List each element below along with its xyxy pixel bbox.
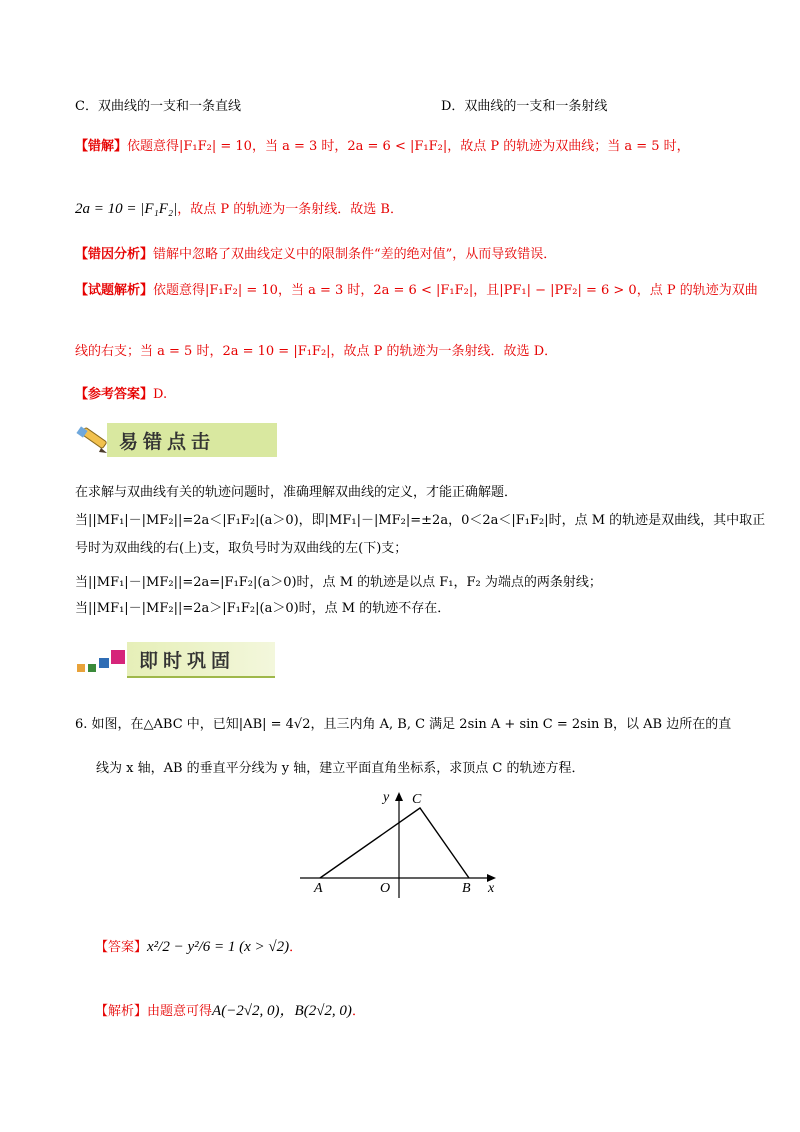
wrong-solution-line1 [75, 136, 690, 158]
label-o: O [380, 881, 391, 896]
detailed-solution-line2: 线的右支；当 a = 5 时，2a = 10 = |F₁F₂|，故点 P 的轨迹为一条射线．故选 D． [75, 344, 558, 359]
tip-line-4: 当||MF₁|－|MF₂||=2a=|F₁F₂|(a＞0)时，点 M 的轨迹是以点 F₁，F₂ 为端点的两条射线； [75, 575, 602, 590]
answer-end: ． [289, 940, 303, 955]
triangle-figure [292, 786, 512, 906]
banner-error-tips [75, 422, 277, 458]
problem-line-1: 6. 如图，在△ABC 中，已知|AB| = 4√2，且三内角 A, B, C 满足 2sin A + sin C = 2sin B，以 AB 边所在的直 [75, 717, 732, 732]
analysis-label: 【解析】 [95, 1004, 148, 1019]
wrong-solution-equation: 2a = 10 = |F₁F₂| [75, 201, 178, 217]
analysis-end: ． [351, 1004, 365, 1019]
error-analysis-text: 错解中忽略了双曲线定义中的限制条件“差的绝对值”，从而导致错误． [153, 247, 557, 262]
answer [95, 936, 302, 959]
wrong-solution-label: 【错解】 [75, 139, 128, 154]
label-x: x [488, 881, 495, 896]
label-c: C [412, 792, 422, 807]
option-d: D．双曲线的一支和一条射线 [441, 99, 608, 114]
error-analysis [75, 244, 556, 266]
colored-squares-icon [75, 642, 127, 678]
tip-line-1: 在求解与双曲线有关的轨迹问题时，准确理解双曲线的定义，才能正确解题． [75, 485, 518, 500]
detailed-solution-text-1: 依题意得|F₁F₂| = 10，当 a = 3 时，2a = 6 < |F₁F₂|，且|PF₁| − |PF₂| = 6 > 0，点 P 的轨迹为双曲 [153, 283, 758, 298]
reference-answer [75, 384, 167, 406]
banner-practice [75, 642, 275, 678]
reference-answer-value: D. [153, 387, 168, 402]
wrong-solution-text-1: 依题意得|F₁F₂| = 10，当 a = 3 时，2a = 6 < |F₁F₂|，故点 P 的轨迹为双曲线；当 a = 5 时， [127, 139, 690, 154]
banner-error-tips-title: 易错点击 [107, 423, 277, 457]
detailed-solution-line1 [75, 280, 758, 302]
analysis [95, 1000, 365, 1023]
answer-formula: x²/2 − y²/6 = 1 (x > √2) [147, 939, 290, 955]
tip-line-2: 当||MF₁|－|MF₂||=2a＜|F₁F₂|(a＞0)，即|MF₁|－|MF₂|=±2a，0＜2a＜|F₁F₂|时，点 M 的轨迹是双曲线，其中取正 [75, 513, 766, 528]
banner-practice-title: 即时巩固 [127, 642, 275, 678]
analysis-points: A(−2√2, 0)，B(2√2, 0) [212, 1003, 352, 1019]
pencil-icon [75, 420, 115, 460]
tip-line-5: 当||MF₁|－|MF₂||=2a＞|F₁F₂|(a＞0)时，点 M 的轨迹不存在． [75, 601, 451, 616]
label-b: B [462, 881, 471, 896]
option-c: C．双曲线的一支和一条直线 [75, 99, 241, 114]
detailed-solution-label: 【试题解析】 [75, 283, 154, 298]
reference-answer-label: 【参考答案】 [75, 387, 154, 402]
problem-line-2: 线为 x 轴，AB 的垂直平分线为 y 轴，建立平面直角坐标系，求顶点 C 的轨迹方程． [96, 761, 585, 776]
wrong-solution-text-2: ，故点 P 的轨迹为一条射线．故选 B． [177, 202, 403, 217]
tip-line-3: 号时为双曲线的右(上)支，取负号时为双曲线的左(下)支； [75, 541, 408, 556]
label-y: y [383, 790, 390, 805]
triangle-abc [320, 808, 469, 878]
analysis-text: 由题意可得 [147, 1004, 213, 1019]
y-axis-arrow [395, 792, 403, 801]
wrong-solution-line2 [75, 198, 403, 221]
error-analysis-label: 【错因分析】 [75, 247, 154, 262]
label-a: A [314, 881, 323, 896]
answer-label: 【答案】 [95, 940, 148, 955]
